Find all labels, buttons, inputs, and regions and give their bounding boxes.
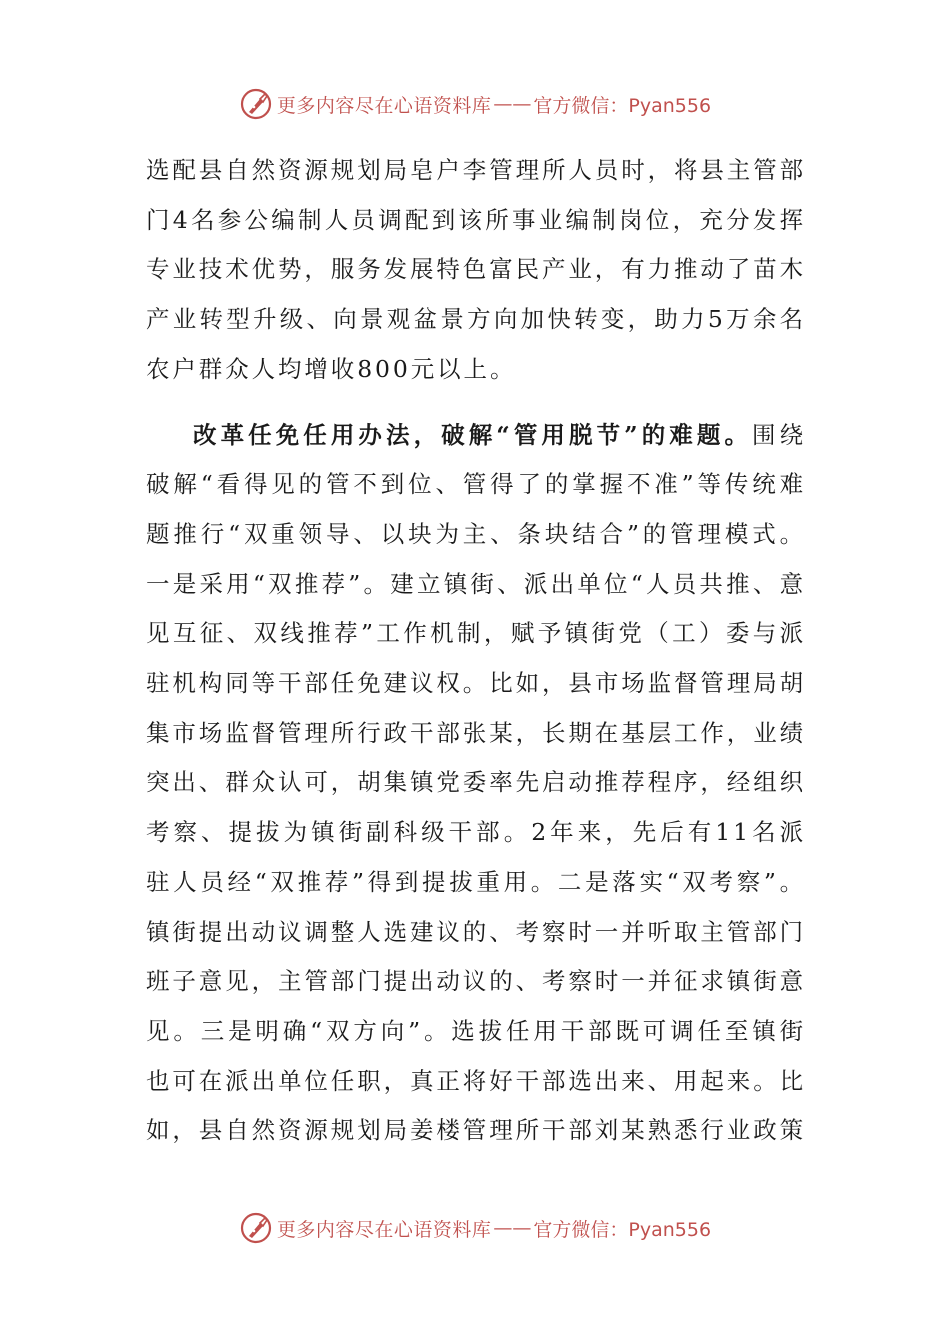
document-body (146, 146, 806, 1156)
footer-watermark (0, 1208, 950, 1248)
watermark-brand-text: 更多内容尽在心语资料库 (276, 94, 492, 117)
paragraph-body-text: 围绕破解“看得见的管不到位、管得了的掌握不准”等传统难题推行“双重领导、以块为主、条块结合”的管理模式。一是采用“双推荐”。建立镇街、派出单位“人员共推、意见互征、双线推荐”工作机制，赋予镇街党（工）委与派驻机构同等干部任免建议权。比如，县市场监督管理局胡集市场监督管理所行政干部张某，长期在基层工作，业绩突出、群众认可，胡集镇党委率先启动推荐程序，经组织考察、提拔为镇街副科级干部。2年来，先后有11名派驻人员经“双推荐”得到提拔重用。二是落实“双考察”。镇街提出动议调整人选建议的、考察时一并听取主管部门班子意见，主管部门提出动议的、考察时一并征求镇街意见。三是明确“双方向”。选拔任用干部既可调任至镇街也可在派出单位任职，真正将好干部选出来、用起来。比如，县自然资源规划局姜楼管理所干部刘某熟悉行业政策 (146, 420, 806, 1145)
header-watermark (0, 84, 950, 124)
watermark-wechat-text: 官方微信：Pyan556 (533, 1218, 712, 1241)
watermark-dash: —— (493, 1217, 532, 1239)
pen-nib-logo-icon (239, 87, 273, 121)
paragraph-bold-lead: 改革任免任用办法，破解“管用脱节”的难题。 (193, 420, 753, 449)
watermark-wechat-text: 官方微信：Pyan556 (533, 94, 712, 117)
pen-nib-logo-icon (239, 1211, 273, 1245)
paragraph-reform (146, 411, 806, 1157)
paragraph-continuation: 选配县自然资源规划局皂户李管理所人员时，将县主管部门4名参公编制人员调配到该所事业编制岗位，充分发挥专业技术优势，服务发展特色富民产业，有力推动了苗木产业转型升级、向景观盆景方向加快转变，助力5万余名农户群众人均增收800元以上。 (146, 156, 806, 383)
watermark-dash: —— (493, 93, 532, 115)
watermark-brand-text: 更多内容尽在心语资料库 (276, 1218, 492, 1241)
